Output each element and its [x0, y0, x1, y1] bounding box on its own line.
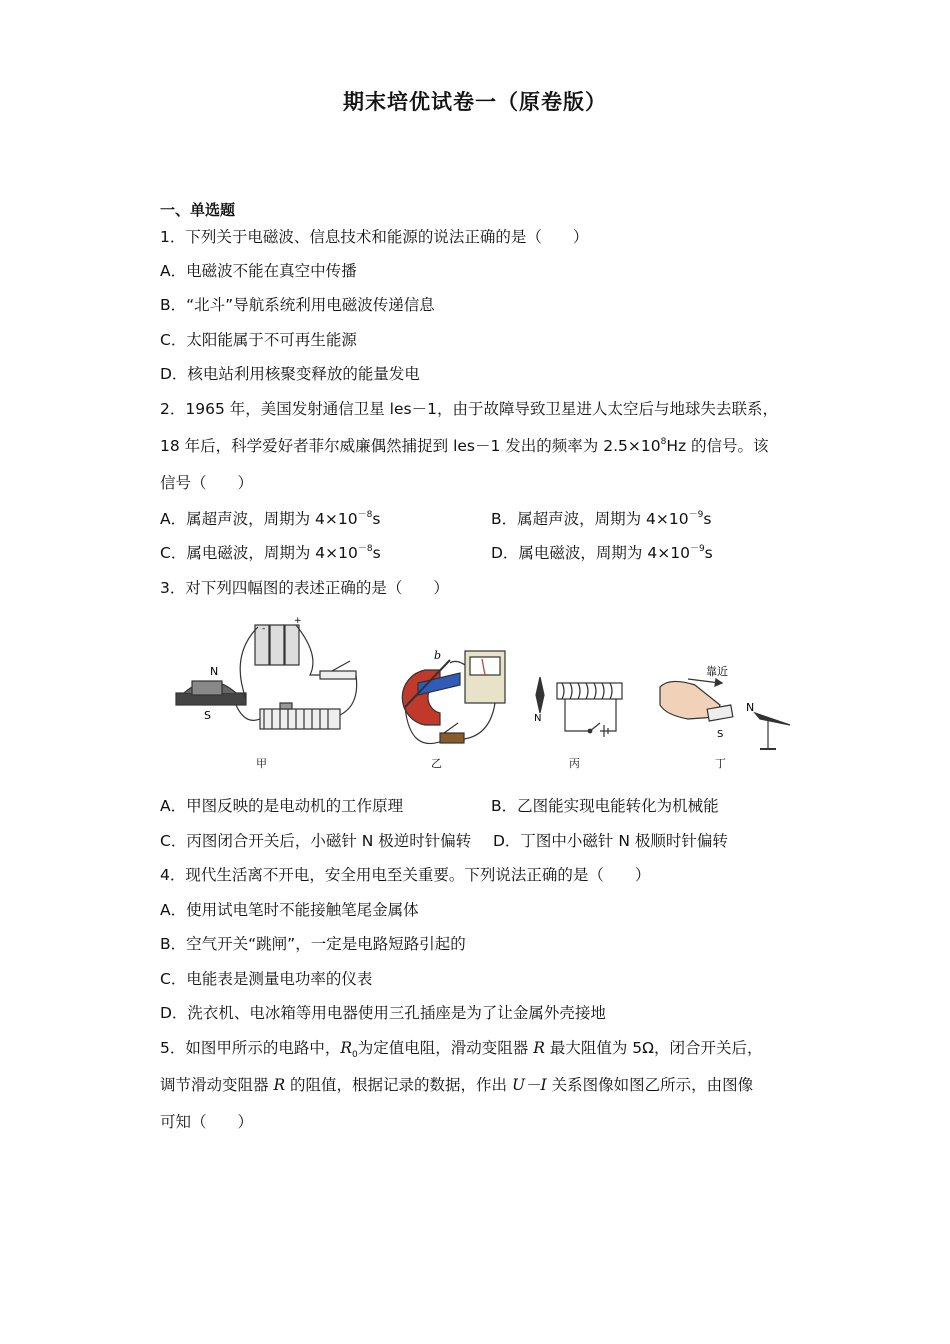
- q3-figure: [160, 615, 810, 775]
- q2-option-c: C．属电磁波，周期为 $4\times 10^{-8}s$: [160, 544, 381, 562]
- q4-option-c: C．电能表是测量电功率的仪表: [160, 970, 373, 988]
- q5-stem-line1: 5．如图甲所示的电路中，$R_0$为定值电阻，滑动变阻器 R 最大阻值为 5Ω，闭合开关后，: [160, 1039, 763, 1061]
- fig-label-yi: 乙: [431, 757, 442, 770]
- jia-n-label: N: [210, 665, 219, 678]
- q1-option-d: D．核电站利用核聚变释放的能量发电: [160, 365, 420, 383]
- section-heading: 一、单选题: [160, 201, 236, 219]
- q3-option-a: A．甲图反映的是电动机的工作原理: [160, 797, 404, 815]
- ding-n-label: N: [746, 701, 755, 714]
- bing-n-label: N: [534, 713, 542, 724]
- fig-label-jia: 甲: [256, 757, 267, 770]
- ding-s-label: S: [717, 729, 724, 740]
- q4-option-d: D．洗衣机、电冰箱等用电器使用三孔插座是为了让金属外壳接地: [160, 1004, 606, 1022]
- ding-near-label: 靠近: [706, 665, 728, 678]
- figure-yi: [402, 651, 505, 744]
- q2-option-d: D．属电磁波，周期为 $4\times 10^{-9}s$: [491, 544, 713, 562]
- jia-s-label: S: [204, 709, 211, 722]
- q2-stem-line3: 信号（ ）: [160, 474, 254, 492]
- q1-option-a: A．电磁波不能在真空中传播: [160, 262, 357, 280]
- q2-option-a: A．属超声波，周期为 $4\times 10^{-8}s$: [160, 510, 381, 528]
- q4-option-b: B．空气开关“跳闸”，一定是电路短路引起的: [160, 935, 466, 953]
- q4-stem: 4．现代生活离不开电，安全用电至关重要。下列说法正确的是（ ）: [160, 866, 651, 884]
- yi-b-label: b: [434, 649, 442, 662]
- page-title: 期末培优试卷一（原卷版）: [343, 90, 607, 114]
- q2-option-b: B．属超声波，周期为 $4\times 10^{-9}s$: [491, 510, 712, 528]
- q5-stem-line2: 调节滑动变阻器 R 的阻值，根据记录的数据，作出 U－I 关系图像如图乙所示，由图像: [160, 1076, 754, 1094]
- q1-option-b: B．“北斗”导航系统利用电磁波传递信息: [160, 296, 435, 314]
- q3-stem: 3．对下列四幅图的表述正确的是（ ）: [160, 579, 449, 597]
- q3-option-c: C．丙图闭合开关后，小磁针 N 极逆时针偏转: [160, 832, 472, 850]
- q4-option-a: A．使用试电笔时不能接触笔尾金属体: [160, 901, 419, 919]
- jia-plus-label: +: [294, 616, 302, 626]
- figure-bing: [536, 677, 622, 737]
- q3-option-d: D．丁图中小磁针 N 极顺时针偏转: [493, 832, 728, 850]
- q2-stem-line2: 18 年后，科学爱好者菲尔威廉偶然捕捉到 les－1 发出的频率为 $2.5\times 10^8Hz$ 的信号。该: [160, 437, 769, 455]
- jia-minus-label: -: [262, 624, 266, 634]
- q1-option-c: C．太阳能属于不可再生能源: [160, 331, 357, 349]
- q3-option-b: B．乙图能实现电能转化为机械能: [491, 797, 719, 815]
- fig-label-ding: 丁: [715, 757, 726, 770]
- q1-stem: 1．下列关于电磁波、信息技术和能源的说法正确的是（ ）: [160, 228, 589, 246]
- q2-stem-line1: 2．1965 年，美国发射通信卫星 les－1，由于故障导致卫星进人太空后与地球失去联系，: [160, 400, 778, 418]
- figure-ding: [660, 679, 790, 749]
- q5-stem-line3: 可知（ ）: [160, 1113, 254, 1131]
- fig-label-bing: 丙: [569, 757, 580, 770]
